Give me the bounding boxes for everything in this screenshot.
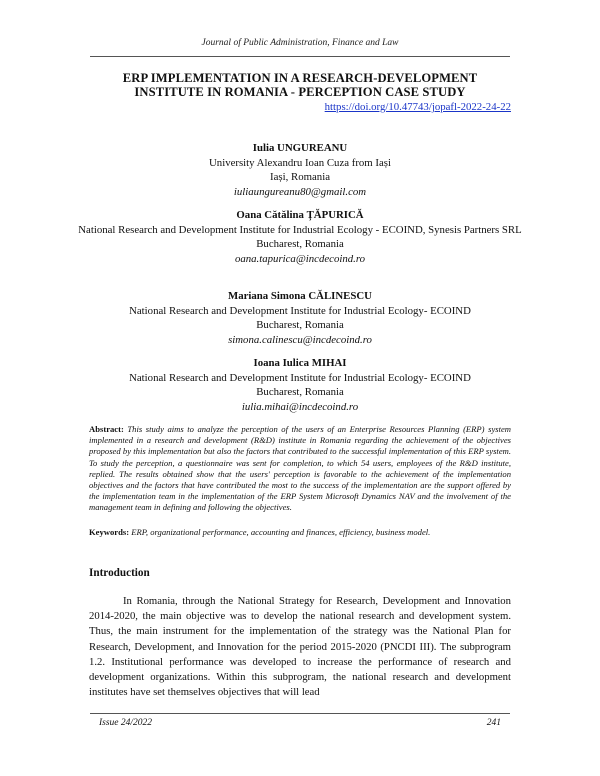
title-line-2: INSTITUTE IN ROMANIA - PERCEPTION CASE STUDY [134, 85, 466, 99]
author-block [80, 289, 520, 348]
author-block [80, 356, 520, 415]
abstract-text: This study aims to analyze the perception of the users of an Enterprise Resources Planning (ERP) system implemented in a research and development (R&D) institute in Romania regarding the achievement of the objectives proposed by this implementation but also the factors that contributed to the successful implementation of this ERP system. To study the perception, a questionnaire was sent for completion, to which 54 users, employees of the R&D institute, replied. The results obtained show that the users' perception is favorable to the achievement of the implementation objectives and the factors that have contributed the most to the success of the implementation are the support offered by the implementation team in the implementation of the ERP System Microsoft Dynamics NAV and the involvement of the management team in defining and following the objectives. [89, 424, 512, 513]
author-location: Bucharest, Romania [256, 319, 344, 332]
author-name: Oana Cătălina ȚĂPURICĂ [236, 209, 364, 221]
header-divider [90, 56, 510, 57]
author-location: Iași, Romania [270, 171, 330, 184]
author-email[interactable]: iuliaungureanu80@gmail.com [233, 186, 367, 199]
author-affiliation: National Research and Development Institute for Industrial Ecology- ECOIND [129, 371, 471, 384]
section-heading-introduction: Introduction [89, 567, 150, 579]
keywords-text: ERP, organizational performance, accounting and finances, efficiency, business model. [131, 527, 431, 537]
doi-link[interactable]: https://doi.org/10.47743/jopafl-2022-24-22 [324, 101, 511, 113]
author-email[interactable]: simona.calinescu@incdecoind.ro [228, 334, 372, 347]
author-affiliation: National Research and Development Institute for Industrial Ecology - ECOIND, Synesis Partners SRL [78, 223, 522, 236]
author-name: Ioana Iulica MIHAI [253, 357, 347, 369]
author-affiliation: National Research and Development Institute for Industrial Ecology- ECOIND [129, 304, 471, 317]
page-number: 241 [486, 718, 501, 728]
footer-issue: Issue 24/2022 [99, 718, 153, 728]
introduction-paragraph: In Romania, through the National Strategy for Research, Development and Innovation 2014-2020, the main objective was to develop the national research and development system. Thus, the main instrument for the implementation of the strategy was the National Plan for Research, Development, and Innovation for the period 2015-2020 (PNCDI III). The subprogram 1.2. Institutional performance was developed to increase the performance of research and development organizations. Within this subprogram, the national research and development institutes have set themselves objectives that will lead [89, 595, 511, 699]
keywords [89, 527, 511, 538]
author-email[interactable]: oana.tapurica@incdecoind.ro [234, 253, 366, 266]
author-location: Bucharest, Romania [256, 386, 344, 399]
author-block [72, 208, 528, 267]
journal-header: Journal of Public Administration, Finance and Law [201, 38, 399, 48]
keywords-label: Keywords: [89, 527, 130, 537]
author-email[interactable]: iulia.mihai@incdecoind.ro [241, 401, 359, 414]
author-name: Mariana Simona CĂLINESCU [228, 290, 372, 302]
author-name: Iulia UNGUREANU [252, 142, 348, 154]
abstract-label: Abstract: [89, 424, 124, 434]
article-title [70, 71, 530, 99]
footer-divider [90, 713, 510, 714]
author-affiliation: University Alexandru Ioan Cuza from Iași [209, 156, 391, 169]
title-line-1: ERP IMPLEMENTATION IN A RESEARCH-DEVELOPMENT [122, 71, 478, 85]
author-block [80, 141, 520, 200]
abstract [89, 424, 511, 514]
author-location: Bucharest, Romania [256, 238, 344, 251]
